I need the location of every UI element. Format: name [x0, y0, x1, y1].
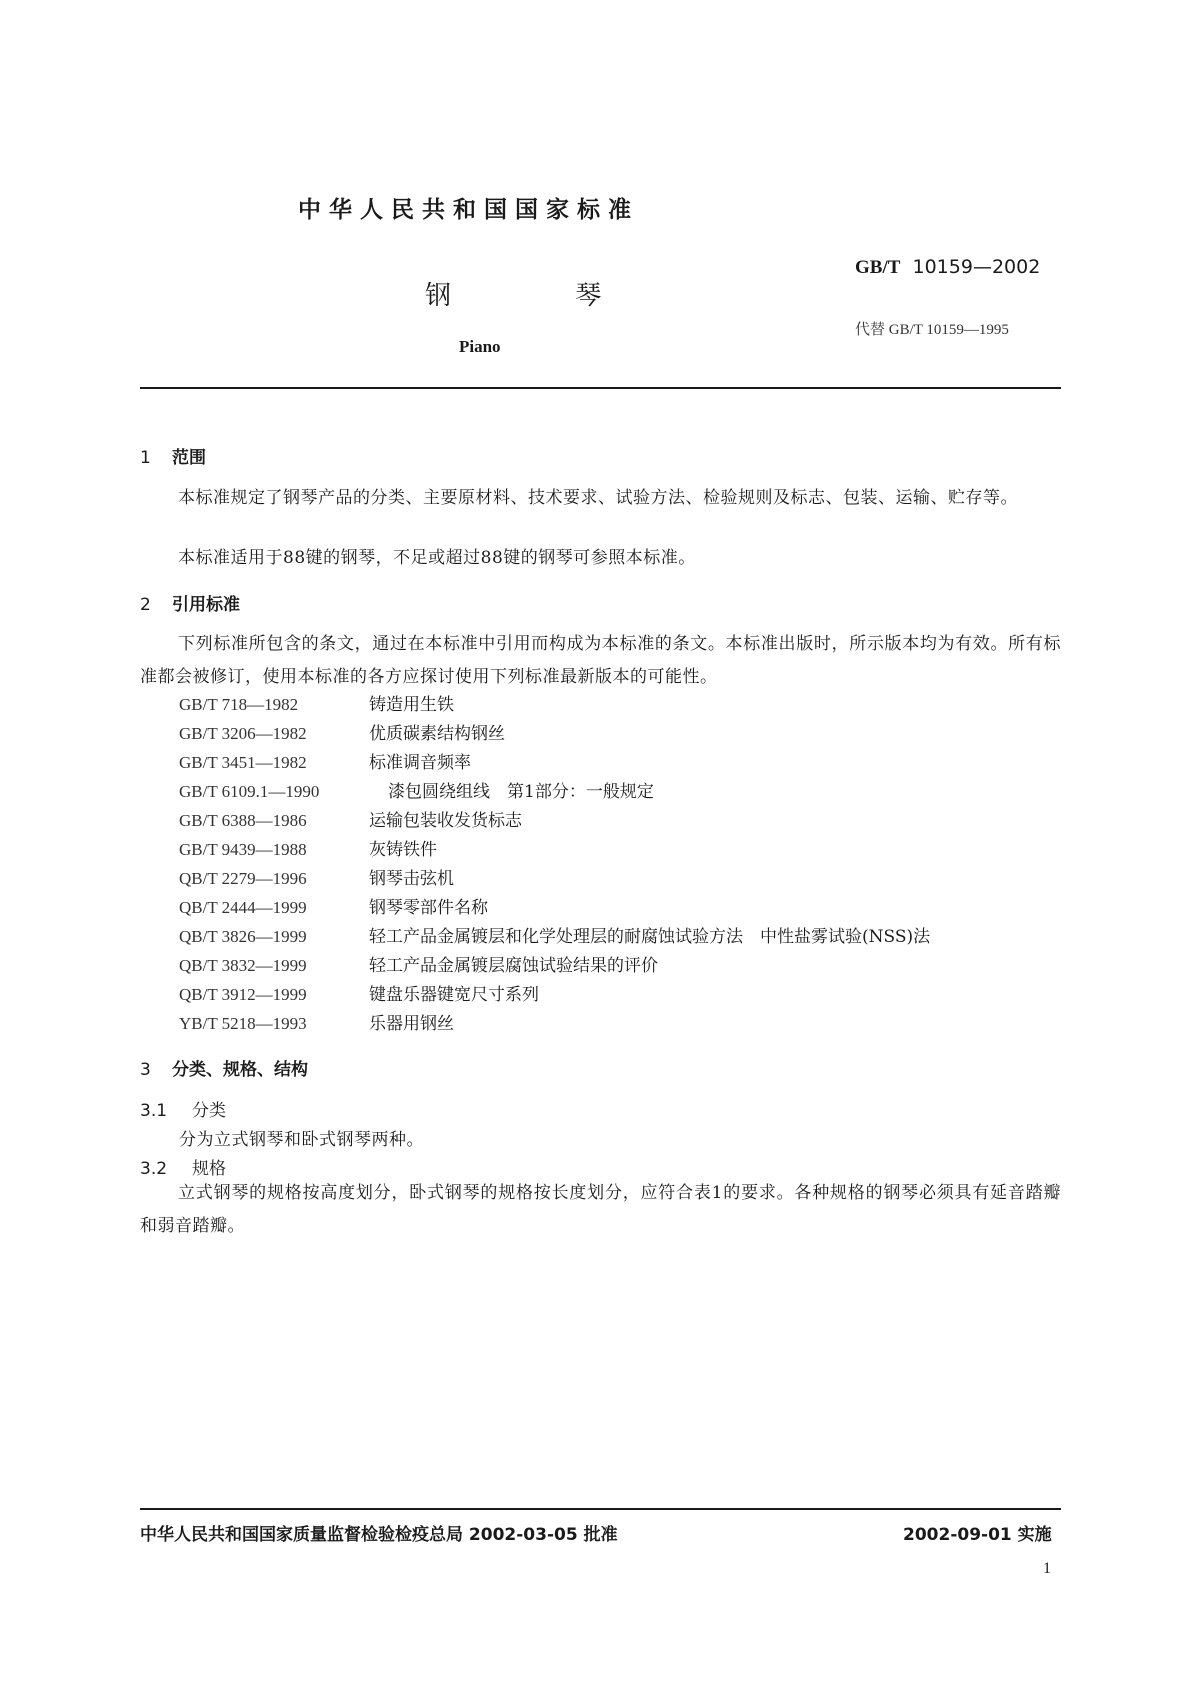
- subsection-3-1-heading: [140, 1096, 226, 1121]
- standard-prefix: GB/T: [855, 257, 901, 278]
- reference-code: GB/T 3206—1982: [179, 724, 307, 743]
- reference-item: [179, 806, 522, 831]
- implementation-date: 2002-09-01 实施: [903, 1525, 1052, 1545]
- replaces-standard: 代替 GB/T 10159—1995: [855, 322, 1009, 338]
- reference-item: [179, 893, 488, 918]
- reference-item: [179, 922, 930, 947]
- section-2-paragraph-1: 下列标准所包含的条文，通过在本标准中引用而构成为本标准的条文。本标准出版时，所示版本均为有效。所有标准都会被修订，使用本标准的各方应探讨使用下列标准最新版本的可能性。: [140, 634, 1061, 687]
- reference-title: 钢琴击弦机: [369, 869, 454, 889]
- reference-item: [179, 1009, 454, 1034]
- reference-code: QB/T 2279—1996: [179, 869, 307, 888]
- section-3-heading: [140, 1055, 308, 1080]
- subsection-title: 规格: [192, 1159, 226, 1179]
- reference-title: 乐器用钢丝: [369, 1014, 454, 1034]
- standard-code: [855, 256, 1040, 279]
- reference-title: 键盘乐器键宽尺寸系列: [369, 985, 539, 1005]
- subsection-3-1-text: 分为立式钢琴和卧式钢琴两种。: [179, 1130, 424, 1150]
- reference-item: [179, 835, 437, 860]
- section-1-paragraph-2: 本标准适用于88键的钢琴，不足或超过88键的钢琴可参照本标准。: [178, 548, 696, 568]
- reference-title: 优质碳素结构钢丝: [369, 724, 505, 744]
- reference-code: QB/T 3912—1999: [179, 985, 307, 1004]
- reference-item: [179, 777, 654, 802]
- subsection-3-2-text: 立式钢琴的规格按高度划分，卧式钢琴的规格按长度划分，应符合表1的要求。各种规格的钢琴必须具有延音踏瓣和弱音踏瓣。: [140, 1183, 1061, 1236]
- document-title: 钢 琴: [425, 281, 660, 311]
- footer-divider: [140, 1508, 1061, 1510]
- reference-code: QB/T 2444—1999: [179, 898, 307, 917]
- section-title: 引用标准: [172, 595, 240, 615]
- reference-item: [179, 719, 505, 744]
- section-1-paragraph-1: 本标准规定了钢琴产品的分类、主要原材料、技术要求、试验方法、检验规则及标志、包装、运输、贮存等。: [178, 488, 1018, 508]
- header-divider: [140, 387, 1061, 389]
- reference-title: 灰铸铁件: [369, 840, 437, 860]
- reference-code: YB/T 5218—1993: [179, 1014, 307, 1033]
- subsection-number: 3.2: [140, 1159, 168, 1179]
- section-number: 1: [140, 448, 151, 468]
- reference-title: 轻工产品金属镀层腐蚀试验结果的评价: [369, 956, 658, 976]
- reference-code: GB/T 3451—1982: [179, 753, 307, 772]
- standard-number: 10159—2002: [912, 256, 1041, 278]
- section-number: 3: [140, 1060, 151, 1080]
- reference-title: 轻工产品金属镀层和化学处理层的耐腐蚀试验方法 中性盐雾试验(NSS)法: [369, 927, 931, 947]
- national-standard-title: 中华人民共和国国家标准: [298, 197, 639, 223]
- reference-item: [179, 748, 471, 773]
- reference-code: GB/T 718—1982: [179, 695, 299, 714]
- section-title: 范围: [172, 448, 206, 468]
- approval-line: 中华人民共和国国家质量监督检验检疫总局 2002-03-05 批准: [140, 1525, 618, 1545]
- reference-title: 运输包装收发货标志: [369, 811, 522, 831]
- reference-code: GB/T 9439—1988: [179, 840, 307, 859]
- section-2-heading: [140, 590, 240, 615]
- reference-title: 漆包圆绕组线 第1部分：一般规定: [388, 782, 654, 802]
- reference-item: [179, 951, 658, 976]
- reference-code: QB/T 3826—1999: [179, 927, 307, 946]
- subsection-title: 分类: [192, 1101, 226, 1121]
- subsection-number: 3.1: [140, 1101, 168, 1121]
- reference-title: 标准调音频率: [369, 753, 471, 773]
- reference-item: [179, 690, 454, 715]
- subsection-3-2-heading: [140, 1154, 226, 1179]
- reference-item: [179, 980, 539, 1005]
- reference-code: QB/T 3832—1999: [179, 956, 307, 975]
- document-title-english: Piano: [459, 337, 501, 356]
- reference-title: 钢琴零部件名称: [369, 898, 488, 918]
- section-title: 分类、规格、结构: [172, 1060, 308, 1080]
- reference-code: GB/T 6109.1—1990: [179, 782, 320, 801]
- reference-item: [179, 864, 454, 889]
- reference-title: 铸造用生铁: [369, 695, 454, 715]
- page-number: 1: [1043, 1560, 1051, 1577]
- section-1-heading: [140, 443, 206, 468]
- reference-code: GB/T 6388—1986: [179, 811, 307, 830]
- section-number: 2: [140, 595, 151, 615]
